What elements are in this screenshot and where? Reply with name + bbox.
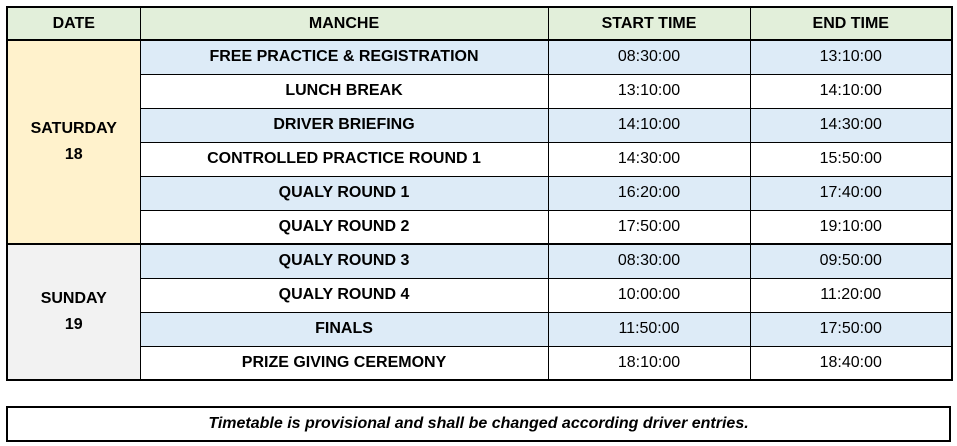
manche-cell: FREE PRACTICE & REGISTRATION — [140, 40, 548, 74]
start-time-cell: 11:50:00 — [548, 312, 750, 346]
manche-cell: QUALY ROUND 3 — [140, 244, 548, 278]
date-saturday — [7, 40, 140, 244]
end-time-cell: 15:50:00 — [750, 142, 952, 176]
start-time-cell: 14:10:00 — [548, 108, 750, 142]
day-name: SATURDAY — [30, 120, 117, 137]
table-row — [7, 278, 952, 312]
end-time-cell: 13:10:00 — [750, 40, 952, 74]
day-number: 18 — [64, 146, 83, 163]
start-time-cell: 10:00:00 — [548, 278, 750, 312]
manche-cell: QUALY ROUND 2 — [140, 210, 548, 244]
timetable — [6, 6, 953, 381]
start-time-cell: 08:30:00 — [548, 40, 750, 74]
start-time-cell: 14:30:00 — [548, 142, 750, 176]
header-row — [7, 7, 952, 40]
header-manche: MANCHE — [140, 7, 548, 40]
manche-cell: CONTROLLED PRACTICE ROUND 1 — [140, 142, 548, 176]
manche-cell: DRIVER BRIEFING — [140, 108, 548, 142]
end-time-cell: 17:40:00 — [750, 176, 952, 210]
end-time-cell: 19:10:00 — [750, 210, 952, 244]
manche-cell: PRIZE GIVING CEREMONY — [140, 346, 548, 380]
start-time-cell: 13:10:00 — [548, 74, 750, 108]
end-time-cell: 09:50:00 — [750, 244, 952, 278]
end-time-cell: 14:10:00 — [750, 74, 952, 108]
table-row — [7, 244, 952, 278]
end-time-cell: 18:40:00 — [750, 346, 952, 380]
table-row — [7, 346, 952, 380]
end-time-cell: 14:30:00 — [750, 108, 952, 142]
header-date: DATE — [7, 7, 140, 40]
date-sunday — [7, 244, 140, 380]
provisional-note: Timetable is provisional and shall be changed according driver entries. — [6, 406, 951, 442]
end-time-cell: 11:20:00 — [750, 278, 952, 312]
table-row — [7, 108, 952, 142]
table-row — [7, 40, 952, 74]
manche-cell: QUALY ROUND 1 — [140, 176, 548, 210]
end-time-cell: 17:50:00 — [750, 312, 952, 346]
manche-cell: LUNCH BREAK — [140, 74, 548, 108]
start-time-cell: 17:50:00 — [548, 210, 750, 244]
table-row — [7, 74, 952, 108]
table-row — [7, 210, 952, 244]
manche-cell: QUALY ROUND 4 — [140, 278, 548, 312]
start-time-cell: 16:20:00 — [548, 176, 750, 210]
table-row — [7, 176, 952, 210]
day-name: SUNDAY — [40, 290, 107, 307]
start-time-cell: 08:30:00 — [548, 244, 750, 278]
header-end-time: END TIME — [750, 7, 952, 40]
table-row — [7, 142, 952, 176]
day-number: 19 — [64, 316, 83, 333]
start-time-cell: 18:10:00 — [548, 346, 750, 380]
table-row — [7, 312, 952, 346]
manche-cell: FINALS — [140, 312, 548, 346]
header-start-time: START TIME — [548, 7, 750, 40]
